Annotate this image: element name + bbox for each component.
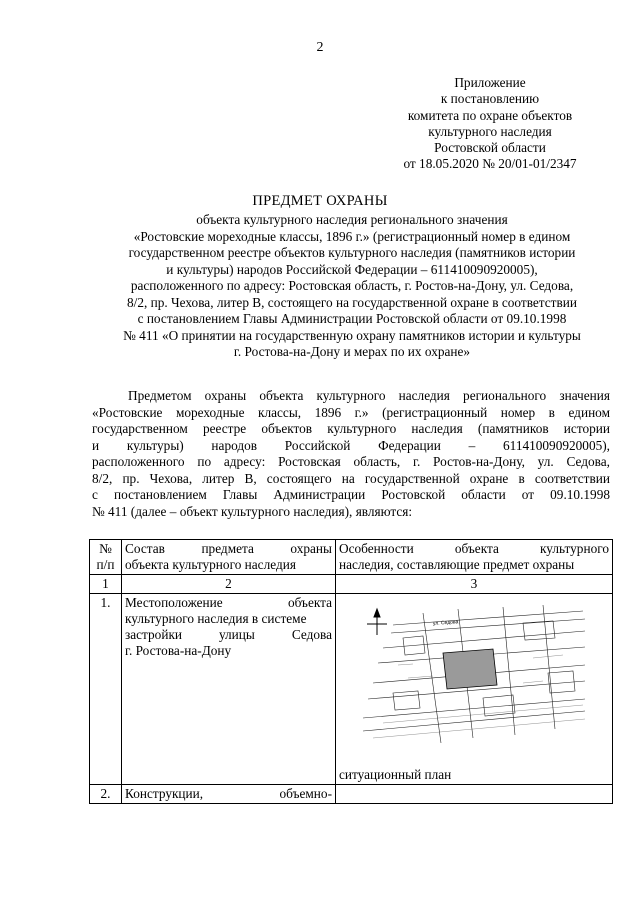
- appendix-header: [380, 75, 600, 173]
- subtitle-line: 8/2, пр. Чехова, литер В, состоящего на государственной охране в соответствии: [126, 294, 577, 310]
- column-number: 1: [90, 575, 122, 594]
- subtitle-line: с постановлением Главы Администрации Ростовской области от 09.10.1998: [137, 311, 567, 326]
- table-header-row: [90, 540, 613, 575]
- body-line: № 411 (далее – объект культурного наследия), являются:: [92, 503, 413, 519]
- table-row: [90, 594, 613, 785]
- subtitle-line: государственном реестре объектов культурного наследия (памятников истории: [128, 245, 576, 260]
- subtitle-line: расположенного по адресу: Ростовская область, г. Ростов-на-Дону, ул. Седова,: [130, 278, 574, 293]
- header-features: [336, 540, 613, 575]
- header-text: наследия, составляющие предмет охраны: [339, 557, 575, 572]
- appendix-line: от 18.05.2020 № 20/01-01/2347: [403, 156, 577, 172]
- appendix-line: Ростовской области: [434, 140, 546, 156]
- appendix-line: к постановлению: [440, 91, 540, 107]
- map-street-label: ул. Седова: [432, 619, 459, 627]
- appendix-line: Приложение: [454, 75, 526, 90]
- subtitle-line: «Ростовские мореходные классы, 1896 г.» (регистрационный номер в едином: [133, 228, 571, 244]
- header-composition: [122, 540, 336, 575]
- protected-object-area: [443, 649, 497, 689]
- row-number: 2.: [90, 785, 122, 804]
- composition-line: застройки улицы Седова: [125, 627, 332, 642]
- row-composition: [122, 785, 336, 804]
- document-subtitle: [72, 212, 632, 361]
- row-composition: [122, 594, 336, 785]
- row-number: 1.: [90, 594, 122, 785]
- header-text: объекта культурного наследия: [125, 557, 296, 572]
- document-title: ПРЕДМЕТ ОХРАНЫ: [252, 193, 388, 209]
- appendix-line: культурного наследия: [428, 123, 552, 139]
- composition-line: культурного наследия в системе: [125, 611, 307, 626]
- subtitle-line: и культуры) народов Российской Федерации – 611410090920005),: [166, 261, 538, 277]
- header-num: [90, 540, 122, 575]
- body-line: с постановлением Главы Администрации Ростовской области от 09.10.1998: [92, 487, 610, 502]
- column-number: 2: [122, 575, 336, 594]
- row-features: [336, 594, 613, 785]
- protection-subject-table: [89, 539, 613, 804]
- row-features: [336, 785, 613, 804]
- composition-line: г. Ростова-на-Дону: [125, 643, 232, 658]
- subtitle-line: № 411 «О принятии на государственную охрану памятников истории и культуры: [123, 327, 581, 343]
- body-line: расположенного по адресу: Ростовская область, г. Ростов-на-Дону, ул. Седова,: [92, 454, 610, 469]
- column-number: 3: [336, 575, 613, 594]
- page-number: 2: [316, 40, 324, 55]
- subtitle-line: объекта культурного наследия регионального значения: [196, 212, 508, 227]
- header-text: Состав предмета охраны: [125, 541, 332, 556]
- composition-line: Местоположение объекта: [125, 595, 332, 610]
- table-row: [90, 785, 613, 804]
- header-text: п/п: [96, 557, 115, 572]
- body-line: 8/2, пр. Чехова, литер В, состоящего на государственной охране в соответствии: [92, 470, 610, 486]
- appendix-line: комитета по охране объектов: [407, 107, 573, 123]
- body-paragraph: [92, 388, 610, 520]
- body-line: государственном реестре объектов культурного наследия (памятников истории: [92, 421, 610, 436]
- subtitle-line: г. Ростова-на-Дону и мерах по их охране»: [233, 344, 471, 359]
- body-line: Предметом охраны объекта культурного наследия регионального значения: [128, 388, 610, 403]
- map-caption: ситуационный план: [339, 767, 452, 782]
- body-line: и культуры) народов Российской Федерации – 611410090920005),: [92, 437, 610, 453]
- composition-line: Конструкции, объемно-: [125, 786, 332, 801]
- situation-plan-map: [363, 603, 585, 753]
- header-text: Особенности объекта культурного: [339, 541, 609, 556]
- table-number-row: [90, 575, 613, 594]
- header-text: №: [99, 541, 112, 556]
- body-line: «Ростовские мореходные классы, 1896 г.» (регистрационный номер в едином: [92, 404, 610, 420]
